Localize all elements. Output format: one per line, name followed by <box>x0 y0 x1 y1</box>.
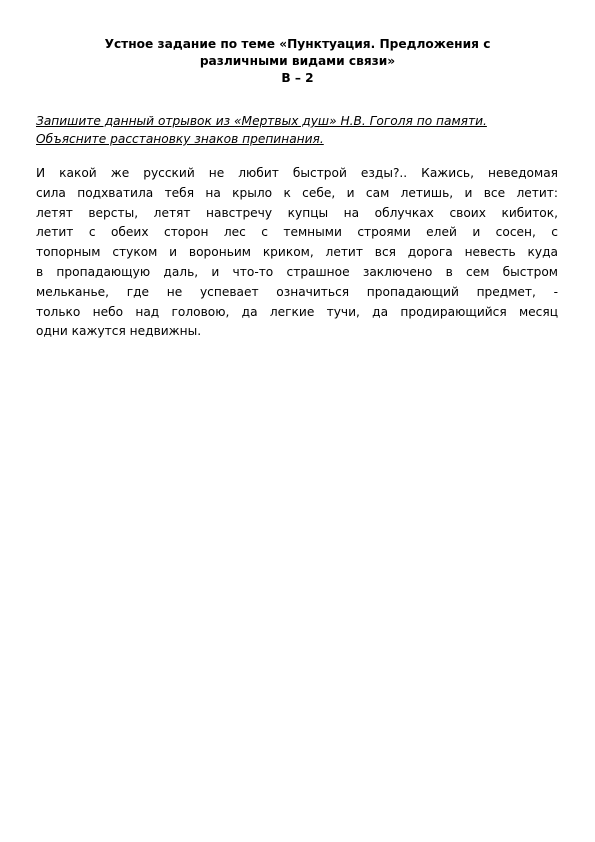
title-line-2: различными видами связи» <box>199 54 396 68</box>
excerpt-line: в пропадающую даль, и что-то страшное заключено в сем быстром <box>36 264 558 279</box>
task-instructions <box>36 112 560 148</box>
task-line-1: Запишите данный отрывок из «Мертвых душ» Н.В. Гоголя по памяти. <box>36 114 487 128</box>
excerpt-line: сила подхватила тебя на крыло к себе, и сам летишь, и все летит: <box>36 185 558 200</box>
task-line-2: Объясните расстановку знаков препинания. <box>36 132 324 146</box>
excerpt-line: летят версты, летят навстречу купцы на облучках своих кибиток, <box>36 205 558 220</box>
title-line-1: Устное задание по теме «Пунктуация. Предложения с <box>104 37 491 51</box>
excerpt-line: мельканье, где не успевает означиться пропадающий предмет, - <box>36 284 558 299</box>
excerpt-text <box>36 164 558 342</box>
document-title <box>60 36 535 87</box>
excerpt-line: летит с обеих сторон лес с темными строями елей и сосен, с <box>36 225 558 240</box>
excerpt-line: только небо над головою, да легкие тучи, да продирающийся месяц <box>36 304 558 319</box>
excerpt-line: И какой же русский не любит быстрой езды?.. Кажись, неведомая <box>36 166 558 180</box>
variant-label: В – 2 <box>281 71 314 85</box>
excerpt-line: топорным стуком и вороньим криком, летит вся дорога невесть куда <box>36 245 558 260</box>
excerpt-line: одни кажутся недвижны. <box>36 324 202 339</box>
